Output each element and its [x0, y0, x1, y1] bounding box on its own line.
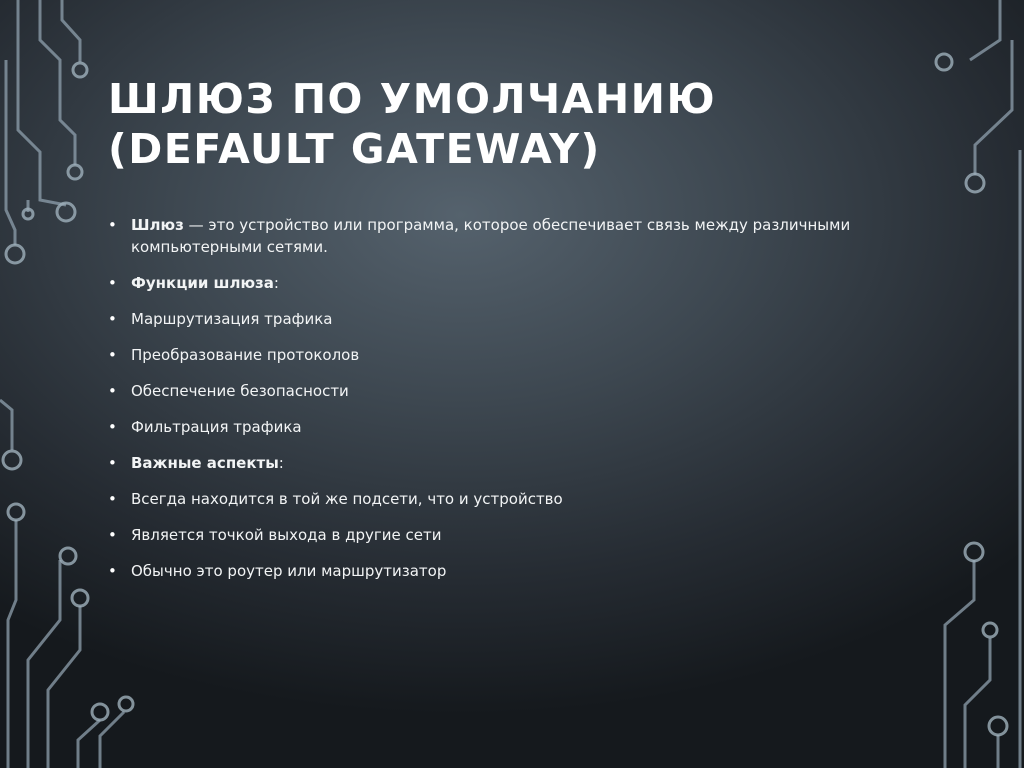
bullet-item — [108, 416, 868, 438]
bullet-item — [108, 308, 868, 330]
bullet-dot-icon: • — [108, 526, 117, 544]
bullet-text: — это устройство или программа, которое обеспечивает связь между различными компьютерными сетями. — [131, 216, 851, 256]
bullet-dot-icon: • — [108, 490, 117, 508]
bullet-text: Маршрутизация трафика — [131, 310, 333, 328]
bullet-item — [108, 524, 868, 546]
bullet-list — [108, 214, 868, 596]
bullet-item — [108, 272, 868, 294]
bullet-item — [108, 452, 868, 474]
bullet-text: Обычно это роутер или маршрутизатор — [131, 562, 447, 580]
bullet-text: Фильтрация трафика — [131, 418, 302, 436]
bullet-bold-text: Функции шлюза — [131, 274, 274, 292]
bullet-item — [108, 380, 868, 402]
bullet-item — [108, 488, 868, 510]
bullet-text: Всегда находится в той же подсети, что и устройство — [131, 490, 563, 508]
bullet-bold-text: Шлюз — [131, 216, 184, 234]
bullet-text: Преобразование протоколов — [131, 346, 360, 364]
bullet-text: Обеспечение безопасности — [131, 382, 349, 400]
bullet-text: Является точкой выхода в другие сети — [131, 526, 442, 544]
slide-title: ШЛЮЗ ПО УМОЛЧАНИЮ (DEFAULT GATEWAY) — [108, 75, 717, 173]
bullet-bold-text: Важные аспекты — [131, 454, 279, 472]
bullet-dot-icon: • — [108, 418, 117, 436]
bullet-dot-icon: • — [108, 382, 117, 400]
bullet-dot-icon: • — [108, 346, 117, 364]
bullet-item — [108, 560, 868, 582]
bullet-dot-icon: • — [108, 454, 117, 472]
bullet-item — [108, 214, 868, 258]
bullet-text: : — [273, 274, 279, 292]
bullet-item — [108, 344, 868, 366]
bullet-dot-icon: • — [108, 562, 117, 580]
bullet-dot-icon: • — [108, 274, 117, 292]
bullet-dot-icon: • — [108, 216, 117, 234]
bullet-text: : — [278, 454, 284, 472]
bullet-dot-icon: • — [108, 310, 117, 328]
